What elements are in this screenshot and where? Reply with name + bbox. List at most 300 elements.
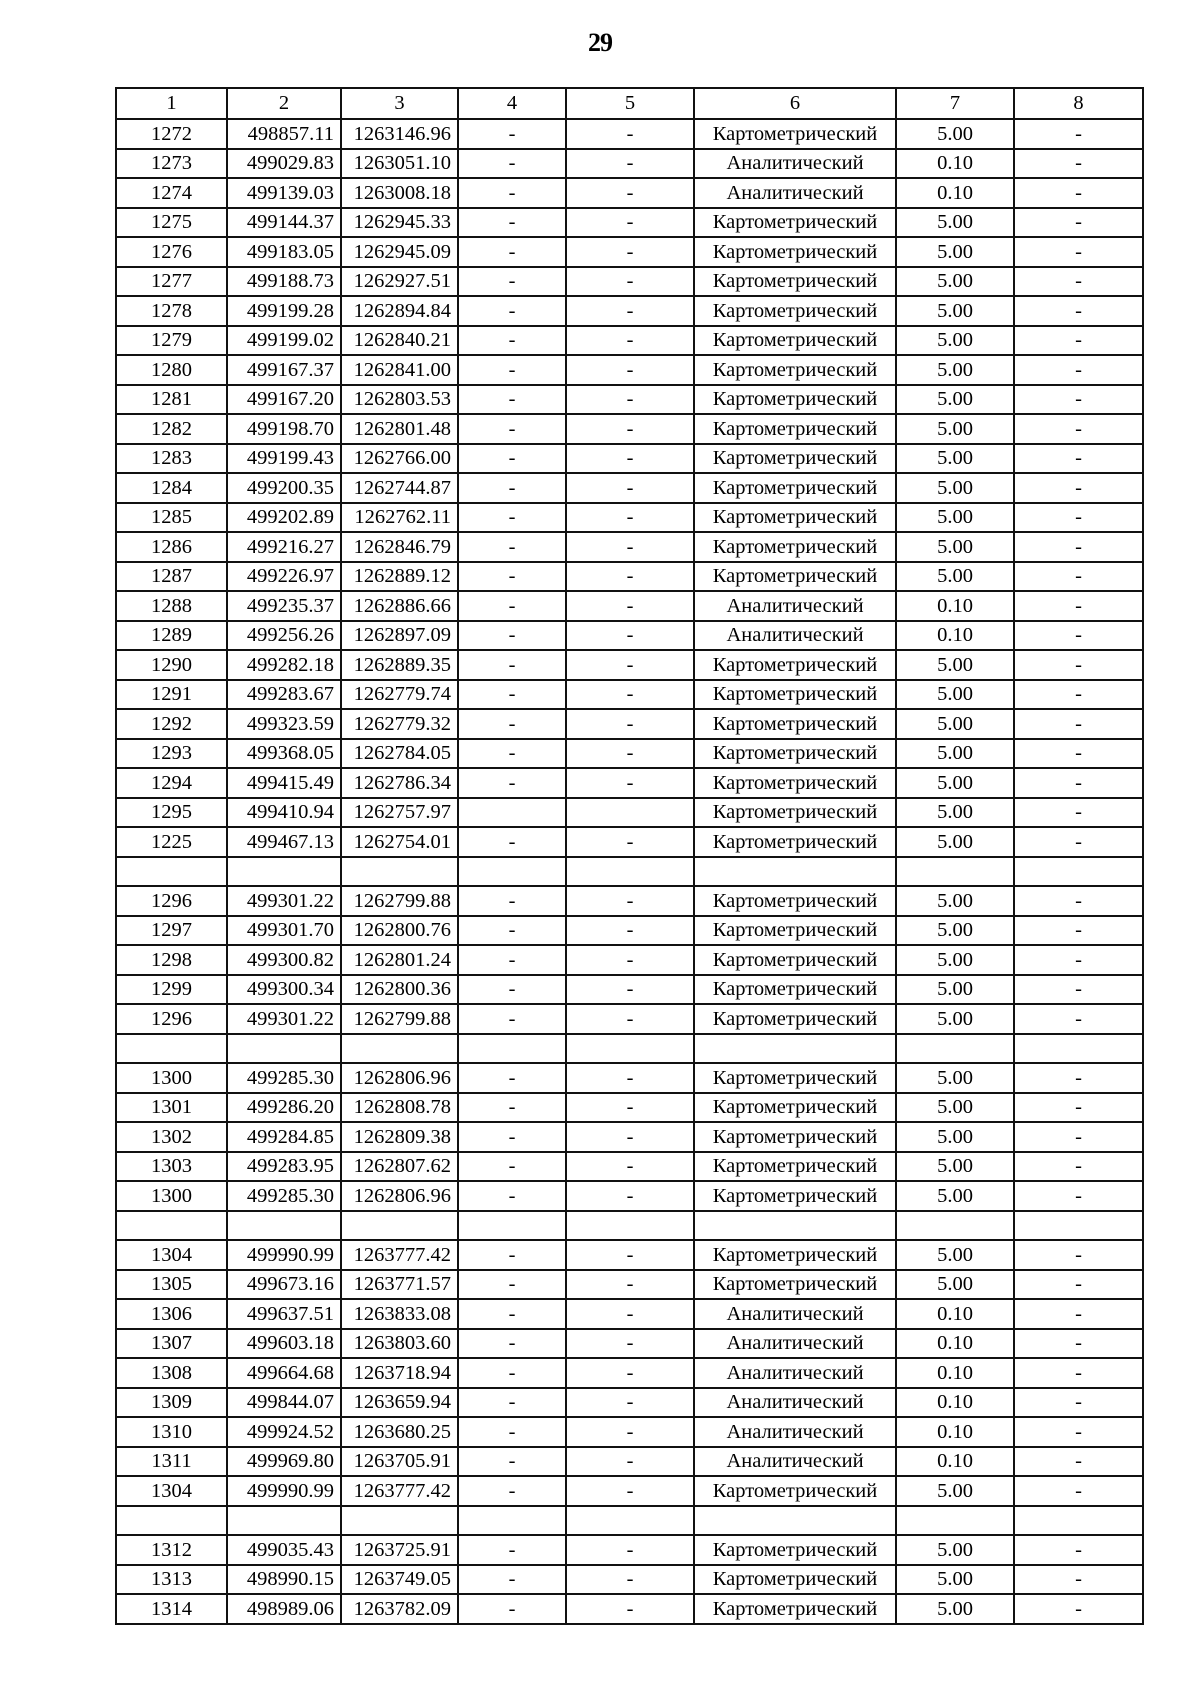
table-cell: - [566, 237, 694, 267]
table-cell: - [458, 119, 566, 149]
table-cell: 1301 [116, 1093, 227, 1123]
table-cell: 1262894.84 [341, 296, 458, 326]
table-row [116, 768, 1143, 798]
table-row [116, 1594, 1143, 1624]
table-row [116, 1476, 1143, 1506]
table-row [116, 1388, 1143, 1418]
table-cell: - [458, 1299, 566, 1329]
table-cell: - [458, 1358, 566, 1388]
table-row [116, 975, 1143, 1005]
table-cell: 5.00 [896, 827, 1014, 857]
table-cell: - [566, 444, 694, 474]
table-cell: 1263725.91 [341, 1535, 458, 1565]
table-cell: 5.00 [896, 444, 1014, 474]
table-cell: 499139.03 [227, 178, 341, 208]
table-cell: 1312 [116, 1535, 227, 1565]
table-cell [458, 798, 566, 828]
table-cell [341, 1034, 458, 1064]
table-row [116, 1417, 1143, 1447]
table-cell: - [1014, 1447, 1143, 1477]
table-cell: - [458, 1329, 566, 1359]
table-cell: 5.00 [896, 1004, 1014, 1034]
table-row [116, 827, 1143, 857]
table-cell: 1262801.48 [341, 414, 458, 444]
table-cell: 1298 [116, 945, 227, 975]
table-cell: 1305 [116, 1270, 227, 1300]
table-cell: Картометрический [694, 1565, 896, 1595]
table-cell: 1300 [116, 1063, 227, 1093]
table-cell: Картометрический [694, 798, 896, 828]
table-cell: - [566, 1388, 694, 1418]
table-cell: - [566, 1004, 694, 1034]
table-cell: Картометрический [694, 385, 896, 415]
column-header: 2 [227, 88, 341, 119]
table-cell: - [1014, 975, 1143, 1005]
table-cell: - [1014, 1565, 1143, 1595]
table-cell: - [1014, 1004, 1143, 1034]
table-cell: - [1014, 1388, 1143, 1418]
table-cell: Аналитический [694, 1388, 896, 1418]
table-cell [458, 1034, 566, 1064]
table-cell: 499603.18 [227, 1329, 341, 1359]
table-cell: - [1014, 1181, 1143, 1211]
table-cell: 5.00 [896, 650, 1014, 680]
table-cell: 5.00 [896, 768, 1014, 798]
table-cell: - [1014, 1240, 1143, 1270]
table-cell: - [458, 237, 566, 267]
table-cell: 1283 [116, 444, 227, 474]
table-cell: 1295 [116, 798, 227, 828]
table-cell: 1263749.05 [341, 1565, 458, 1595]
table-cell: - [566, 945, 694, 975]
table-row [116, 1358, 1143, 1388]
table-cell: 1308 [116, 1358, 227, 1388]
table-row [116, 1122, 1143, 1152]
table-cell: 1263051.10 [341, 149, 458, 179]
table-cell: - [458, 473, 566, 503]
table-cell: Картометрический [694, 1063, 896, 1093]
table-cell: 0.10 [896, 1329, 1014, 1359]
table-cell: Картометрический [694, 1004, 896, 1034]
table-cell: 499284.85 [227, 1122, 341, 1152]
table-cell: 1299 [116, 975, 227, 1005]
table-cell: - [458, 1270, 566, 1300]
table-cell: 1285 [116, 503, 227, 533]
table-cell: 1262945.09 [341, 237, 458, 267]
table-cell: 499673.16 [227, 1270, 341, 1300]
table-cell: - [566, 709, 694, 739]
table-row [116, 1240, 1143, 1270]
table-cell: Картометрический [694, 1476, 896, 1506]
table-row [116, 237, 1143, 267]
table-cell: 1262841.00 [341, 355, 458, 385]
table-cell: 1314 [116, 1594, 227, 1624]
table-cell: - [458, 503, 566, 533]
table-cell: Картометрический [694, 827, 896, 857]
table-cell: - [458, 709, 566, 739]
table-row [116, 1181, 1143, 1211]
table-cell: Картометрический [694, 709, 896, 739]
table-cell: 5.00 [896, 739, 1014, 769]
table-cell: - [1014, 503, 1143, 533]
table-cell: - [458, 827, 566, 857]
table-cell: - [458, 739, 566, 769]
table-cell: - [566, 414, 694, 444]
table-cell: 1303 [116, 1152, 227, 1182]
table-cell: 499256.26 [227, 621, 341, 651]
table-cell: - [458, 621, 566, 651]
table-row [116, 1063, 1143, 1093]
table-cell: - [458, 562, 566, 592]
table-cell: Картометрический [694, 1535, 896, 1565]
table-cell [566, 1506, 694, 1536]
table-cell: - [458, 1476, 566, 1506]
table-cell: 1263777.42 [341, 1240, 458, 1270]
table-row [116, 326, 1143, 356]
table-cell [116, 857, 227, 887]
table-cell: - [566, 562, 694, 592]
table-cell: 5.00 [896, 562, 1014, 592]
table-cell: 0.10 [896, 178, 1014, 208]
table-row [116, 355, 1143, 385]
table-cell: 499990.99 [227, 1240, 341, 1270]
table-cell: 1263777.42 [341, 1476, 458, 1506]
table-cell: - [566, 916, 694, 946]
table-cell: 5.00 [896, 1565, 1014, 1595]
table-cell: 1262889.12 [341, 562, 458, 592]
table-cell [694, 1506, 896, 1536]
table-cell: - [1014, 827, 1143, 857]
table-cell: 1262927.51 [341, 267, 458, 297]
table-cell: - [458, 1004, 566, 1034]
table-cell: - [566, 1270, 694, 1300]
table-cell: 1262744.87 [341, 473, 458, 503]
table-cell: 499144.37 [227, 208, 341, 238]
table-cell: 5.00 [896, 503, 1014, 533]
table-cell: 1263659.94 [341, 1388, 458, 1418]
table-cell [116, 1211, 227, 1241]
table-cell: - [458, 650, 566, 680]
table-cell: - [566, 591, 694, 621]
table-cell: 5.00 [896, 1535, 1014, 1565]
table-cell: 499167.37 [227, 355, 341, 385]
table-cell: 0.10 [896, 1358, 1014, 1388]
table-cell: Картометрический [694, 1270, 896, 1300]
column-header: 1 [116, 88, 227, 119]
table-cell: - [1014, 1299, 1143, 1329]
table-cell: 0.10 [896, 621, 1014, 651]
table-row [116, 444, 1143, 474]
table-cell: 5.00 [896, 1152, 1014, 1182]
table-cell: - [1014, 886, 1143, 916]
table-cell: - [1014, 768, 1143, 798]
table-cell: 1276 [116, 237, 227, 267]
table-cell: Картометрический [694, 473, 896, 503]
table-cell: 499188.73 [227, 267, 341, 297]
table-cell: 1286 [116, 532, 227, 562]
table-row [116, 857, 1143, 887]
table-cell [116, 1034, 227, 1064]
table-cell [227, 1034, 341, 1064]
table-row [116, 798, 1143, 828]
table-cell: - [566, 1240, 694, 1270]
table-cell: Картометрический [694, 1122, 896, 1152]
table-row [116, 385, 1143, 415]
table-cell: Картометрический [694, 562, 896, 592]
table-cell [227, 857, 341, 887]
table-row [116, 1535, 1143, 1565]
table-cell: Картометрический [694, 975, 896, 1005]
table-cell: - [566, 532, 694, 562]
table-cell: - [458, 326, 566, 356]
page-number: 29 [588, 28, 612, 57]
column-header: 6 [694, 88, 896, 119]
table-cell: - [458, 1152, 566, 1182]
table-cell: - [458, 444, 566, 474]
table-row [116, 267, 1143, 297]
table-cell: 498989.06 [227, 1594, 341, 1624]
table-cell: 0.10 [896, 1417, 1014, 1447]
table-cell: - [566, 975, 694, 1005]
table-cell: 1313 [116, 1565, 227, 1595]
table-cell: 1291 [116, 680, 227, 710]
table-cell: 498990.15 [227, 1565, 341, 1595]
table-cell: 1262806.96 [341, 1063, 458, 1093]
table-cell: - [458, 1181, 566, 1211]
table-cell: - [458, 149, 566, 179]
table-cell: - [458, 1594, 566, 1624]
table-cell: Картометрический [694, 1181, 896, 1211]
table-cell: 499198.70 [227, 414, 341, 444]
table-cell: 1262766.00 [341, 444, 458, 474]
table-row [116, 650, 1143, 680]
table-cell: - [1014, 591, 1143, 621]
table-cell: 1282 [116, 414, 227, 444]
table-row [116, 1329, 1143, 1359]
table-cell: - [566, 1152, 694, 1182]
table-cell: 5.00 [896, 1270, 1014, 1300]
table-cell: Картометрический [694, 296, 896, 326]
table-cell: 499282.18 [227, 650, 341, 680]
table-cell: - [1014, 1358, 1143, 1388]
table-cell: - [1014, 798, 1143, 828]
table-cell: - [458, 296, 566, 326]
table-cell: - [1014, 1152, 1143, 1182]
table-cell: 1306 [116, 1299, 227, 1329]
table-cell: 499283.67 [227, 680, 341, 710]
table-cell: - [458, 1447, 566, 1477]
table-cell: - [1014, 709, 1143, 739]
table-cell: 499200.35 [227, 473, 341, 503]
table-cell: - [458, 1565, 566, 1595]
table-cell: - [458, 1122, 566, 1152]
table-cell: 498857.11 [227, 119, 341, 149]
table-cell [694, 1211, 896, 1241]
table-cell: Картометрический [694, 208, 896, 238]
column-header: 7 [896, 88, 1014, 119]
table-cell: 499637.51 [227, 1299, 341, 1329]
table-cell: 1262889.35 [341, 650, 458, 680]
table-cell: 1262799.88 [341, 1004, 458, 1034]
table-cell: - [566, 355, 694, 385]
table-cell: 0.10 [896, 1388, 1014, 1418]
table-row [116, 591, 1143, 621]
table-cell: - [1014, 945, 1143, 975]
table-cell [896, 857, 1014, 887]
table-cell: - [1014, 621, 1143, 651]
table-cell: - [458, 1240, 566, 1270]
table-body [116, 119, 1143, 1624]
table-cell: 1263680.25 [341, 1417, 458, 1447]
table-cell: - [458, 591, 566, 621]
table-row [116, 1506, 1143, 1536]
table-row [116, 621, 1143, 651]
table-cell: - [458, 916, 566, 946]
table-cell: - [1014, 1535, 1143, 1565]
table-cell: - [458, 1388, 566, 1418]
table-cell: 5.00 [896, 975, 1014, 1005]
table-cell: 499199.28 [227, 296, 341, 326]
table-cell: - [1014, 1594, 1143, 1624]
table-cell: 499199.02 [227, 326, 341, 356]
table-row [116, 532, 1143, 562]
table-cell: - [458, 355, 566, 385]
table-cell: Аналитический [694, 178, 896, 208]
table-cell: - [1014, 208, 1143, 238]
table-cell: - [1014, 414, 1143, 444]
table-cell: 499300.34 [227, 975, 341, 1005]
table-cell: 5.00 [896, 945, 1014, 975]
table-cell [227, 1211, 341, 1241]
table-cell: Аналитический [694, 1417, 896, 1447]
table-cell: - [1014, 326, 1143, 356]
table-cell: 1262784.05 [341, 739, 458, 769]
table-cell: 5.00 [896, 1122, 1014, 1152]
table-cell: - [566, 1594, 694, 1624]
table-cell: 0.10 [896, 1447, 1014, 1477]
table-cell [566, 1034, 694, 1064]
table-cell: Аналитический [694, 1329, 896, 1359]
table-cell: Картометрический [694, 1594, 896, 1624]
table-row [116, 886, 1143, 916]
table-cell: - [458, 945, 566, 975]
table-cell: - [1014, 355, 1143, 385]
table-cell: 1272 [116, 119, 227, 149]
table-cell: - [1014, 650, 1143, 680]
table-cell: - [1014, 1270, 1143, 1300]
table-row [116, 1447, 1143, 1477]
table-cell: 5.00 [896, 414, 1014, 444]
table-cell: 499286.20 [227, 1093, 341, 1123]
table-cell: 499216.27 [227, 532, 341, 562]
table-cell: - [1014, 444, 1143, 474]
table-cell: 5.00 [896, 267, 1014, 297]
table-cell: Картометрический [694, 1240, 896, 1270]
table-row [116, 473, 1143, 503]
table-row [116, 208, 1143, 238]
table-cell: 1304 [116, 1240, 227, 1270]
table-cell: 1281 [116, 385, 227, 415]
table-cell: 499990.99 [227, 1476, 341, 1506]
table-cell: - [566, 1447, 694, 1477]
table-cell: 1288 [116, 591, 227, 621]
table-row [116, 1093, 1143, 1123]
table-cell: 499300.82 [227, 945, 341, 975]
table-cell: 499235.37 [227, 591, 341, 621]
table-cell: 1294 [116, 768, 227, 798]
table-cell: 1262757.97 [341, 798, 458, 828]
table-cell: 1262799.88 [341, 886, 458, 916]
table-cell: 499183.05 [227, 237, 341, 267]
table-cell: 5.00 [896, 237, 1014, 267]
table-cell: 1262809.38 [341, 1122, 458, 1152]
table-cell: 5.00 [896, 473, 1014, 503]
table-cell: 499285.30 [227, 1063, 341, 1093]
table-cell: 1262803.53 [341, 385, 458, 415]
table-cell: 1263705.91 [341, 1447, 458, 1477]
table-cell [341, 857, 458, 887]
table-cell [1014, 1506, 1143, 1536]
coordinates-table [115, 87, 1144, 1625]
table-cell: - [458, 886, 566, 916]
table-cell: 5.00 [896, 1093, 1014, 1123]
table-cell: 499301.22 [227, 1004, 341, 1034]
table-cell: 5.00 [896, 916, 1014, 946]
table-cell: 1287 [116, 562, 227, 592]
table-cell: 1262897.09 [341, 621, 458, 651]
table-row [116, 562, 1143, 592]
table-cell: 5.00 [896, 709, 1014, 739]
table-cell: 5.00 [896, 1063, 1014, 1093]
table-cell [116, 1506, 227, 1536]
table-cell: - [458, 1093, 566, 1123]
table-cell: - [566, 1535, 694, 1565]
table-cell: - [1014, 237, 1143, 267]
table-cell: - [566, 178, 694, 208]
table-cell: Картометрический [694, 768, 896, 798]
table-cell: Картометрический [694, 503, 896, 533]
table-cell [694, 1034, 896, 1064]
table-cell: Картометрический [694, 119, 896, 149]
table-cell: 1280 [116, 355, 227, 385]
table-cell: 1289 [116, 621, 227, 651]
table-cell: 1290 [116, 650, 227, 680]
table-cell: - [566, 1299, 694, 1329]
table-cell: 499283.95 [227, 1152, 341, 1182]
header-row [116, 88, 1143, 119]
table-cell: - [566, 1476, 694, 1506]
table-cell: - [566, 1093, 694, 1123]
table-cell: 499199.43 [227, 444, 341, 474]
table-cell [1014, 1034, 1143, 1064]
table-cell: - [1014, 296, 1143, 326]
table-cell: 1225 [116, 827, 227, 857]
table-cell: - [1014, 473, 1143, 503]
table-cell: - [1014, 385, 1143, 415]
table-cell: 1263771.57 [341, 1270, 458, 1300]
table-cell: 1296 [116, 1004, 227, 1034]
table-row [116, 178, 1143, 208]
table-cell: Картометрический [694, 267, 896, 297]
table-cell: - [566, 1417, 694, 1447]
table-cell: Картометрический [694, 444, 896, 474]
table-row [116, 296, 1143, 326]
table-cell: - [566, 1329, 694, 1359]
table-cell [458, 1211, 566, 1241]
table-cell: 1262806.96 [341, 1181, 458, 1211]
table-cell: 499844.07 [227, 1388, 341, 1418]
table-cell: - [566, 739, 694, 769]
